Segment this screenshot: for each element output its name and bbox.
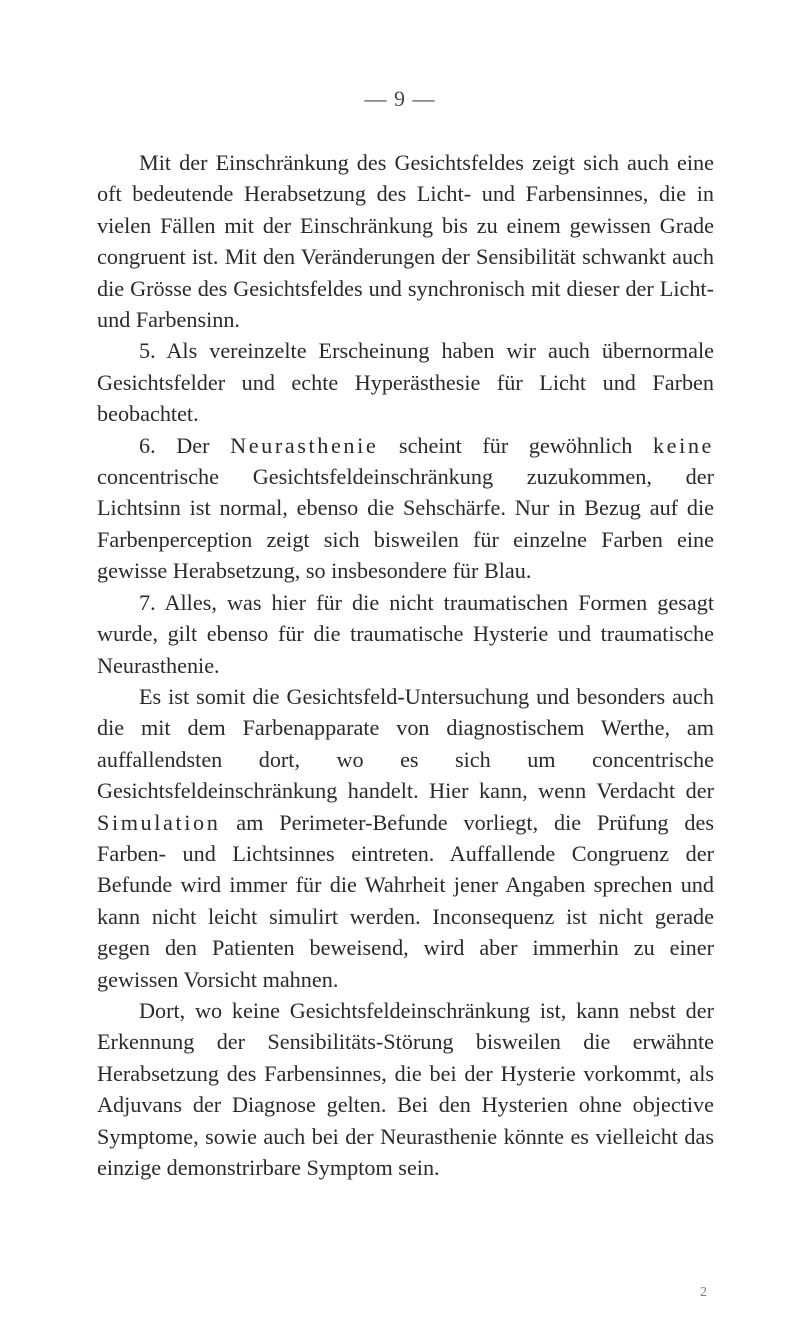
- paragraph-6-mid: scheint für gewöhnlich: [378, 432, 653, 458]
- paragraph-6-end: concentrische Gesichtsfeldeinschränkung zuzukommen, der Lichtsinn ist normal, ebenso die Sehschärfe. Nur in Bezug auf die Farbenperception zeigt sich bisweilen für einzelne Farben eine gewisse Herabsetzung, so insbesondere für Blau.: [97, 464, 714, 584]
- paragraph-conclusion: [97, 681, 714, 995]
- emphasis-keine: keine: [652, 432, 715, 458]
- paragraph-5: 5. Als vereinzelte Erscheinung haben wir auch übernormale Gesichtsfelder und echte Hyperästhesie für Licht und Farben beobachtet.: [97, 338, 714, 427]
- paragraph-6: [97, 430, 714, 587]
- paragraph-7: 7. Alles, was hier für die nicht traumatischen Formen gesagt wurde, gilt ebenso für die traumatische Hysterie und traumatische Neurasthenie.: [97, 589, 714, 678]
- emphasis-simulation: Simulation: [97, 809, 221, 835]
- emphasis-neurasthenie: Neurasthenie: [230, 432, 379, 458]
- conclusion-start: Es ist somit die Gesichtsfeld-Untersuchung und besonders auch die mit dem Farbenapparate von diagnostischem Werthe, am auffallendsten dort, wo es sich um concentrische Gesichtsfeldeinschränkung handelt. Hier kann, wenn Verdacht der: [97, 683, 714, 804]
- conclusion-end: am Perimeter-Befunde vorliegt, die Prüfung des Farben- und Lichtsinnes eintreten. Auffallende Congruenz der Befunde wird immer für die Wahrheit jener Angaben sprechen und kann nicht leicht simulirt werden. Inconsequenz ist nicht gerade gegen den Patienten beweisend, wird aber immerhin zu einer gewissen Vorsicht mahnen.: [97, 809, 714, 992]
- body-text: [97, 147, 714, 1183]
- paragraph-6-start: 6. Der: [139, 432, 231, 458]
- paragraph-final: Dort, wo keine Gesichtsfeldeinschränkung ist, kann nebst der Erkennung der Sensibilitäts-Störung bisweilen die erwähnte Herabsetzung des Farbensinnes, die bei der Hysterie vorkommt, als Adjuvans der Diagnose gelten. Bei den Hysterien ohne objective Symptome, sowie auch bei der Neurasthenie könnte es vielleicht das einzige demonstrirbare Symptom sein.: [97, 997, 714, 1180]
- page-number-header: — 9 —: [364, 86, 436, 111]
- paragraph-1: Mit der Einschränkung des Gesichtsfeldes zeigt sich auch eine oft bedeutende Herabsetzung des Licht- und Farbensinnes, die in vielen Fällen mit der Einschränkung bis zu einem gewissen Grade congruent ist. Mit den Veränderungen der Sensibilität schwankt auch die Grösse des Gesichtsfeldes und synchronisch mit dieser der Licht- und Farbensinn.: [97, 150, 714, 333]
- signature-mark: 2: [700, 1285, 707, 1300]
